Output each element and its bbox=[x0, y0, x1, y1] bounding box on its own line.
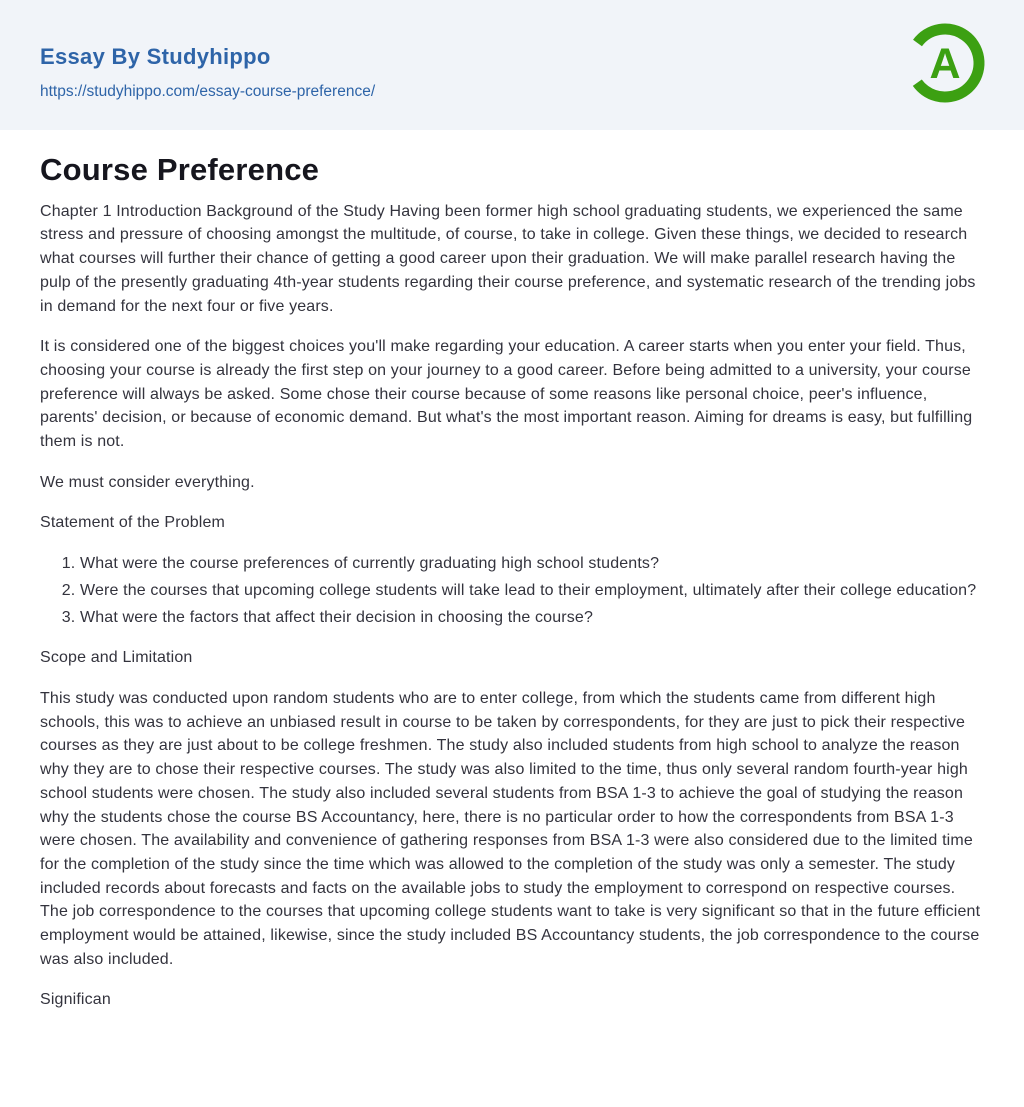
logo-letter: A bbox=[929, 40, 961, 88]
essay-article bbox=[0, 151, 1024, 1012]
choice-paragraph: It is considered one of the biggest choices you'll make regarding your education. A career starts when you enter your field. Thus, choosing your course is already the first step on your journey to a good career. Before being admitted to a university, your course preference will always be asked. Some chose their course because of some reasons like personal choice, peer's influence, parents' decision, or because of economic demand. But what's the most important reason. Aiming for dreams is easy, but fulfilling them is not. bbox=[40, 338, 973, 451]
page-title: Course Preference bbox=[40, 152, 320, 187]
list-item: 2. Were the courses that upcoming college students will take lead to their employment, ultimately after their college education? bbox=[80, 579, 984, 603]
studyhippo-logo bbox=[904, 22, 986, 104]
truncated-line: Significan bbox=[40, 991, 111, 1009]
problem-question-list bbox=[40, 552, 984, 629]
consider-line: We must consider everything. bbox=[40, 473, 255, 491]
page-header bbox=[0, 0, 1024, 130]
scope-paragraph: This study was conducted upon random students who are to enter college, from which the students came from different high schools, this was to achieve an unbiased result in course to be taken by correspondents, for they are just to pick their respective courses as they are just about to be college freshmen. The study also included students from high school to analyze the reason why they are to chose their respective courses. The study was also limited to the time, thus only several random fourth-year high school students were chosen. The study also included several students from BSA 1-3 to achieve the goal of studying the reason why the students chose the course BS Accountancy, here, there is no particular order to how the correspondents from BSA 1-3 were chosen. The availability and convenience of gathering responses from BSA 1-3 were also considered due to the limited time for the completion of the study since the time which was allowed to the completion of the study was only a semester. The study included records about forecasts and facts on the available jobs to study the employment to correspond on respective courses. The job correspondence to the courses that upcoming college students want to take is very significant so that in the future efficient employment would be attained, likewise, since the study included BS Accountancy students, the job correspondence to the course was also included. bbox=[40, 690, 981, 968]
list-item: 1. What were the course preferences of currently graduating high school students? bbox=[80, 552, 984, 576]
brand-title: Essay By Studyhippo bbox=[40, 44, 271, 69]
list-item: 3. What were the factors that affect their decision in choosing the course? bbox=[80, 606, 984, 630]
intro-paragraph: Chapter 1 Introduction Background of the Study Having been former high school graduating students, we experienced the same stress and pressure of choosing amongst the multitude, of course, to take in college. Given these things, we decided to research what courses will further their chance of getting a good career upon their graduation. We will make parallel research having the pulp of the presently graduating 4th-year students regarding their course preference, and systematic research of the trending jobs in demand for the next four or five years. bbox=[40, 202, 976, 315]
statement-of-the-problem-heading: Statement of the Problem bbox=[40, 514, 226, 532]
scope-and-limitation-heading: Scope and Limitation bbox=[40, 649, 193, 667]
source-url-link[interactable]: https://studyhippo.com/essay-course-preference/ bbox=[40, 83, 376, 100]
